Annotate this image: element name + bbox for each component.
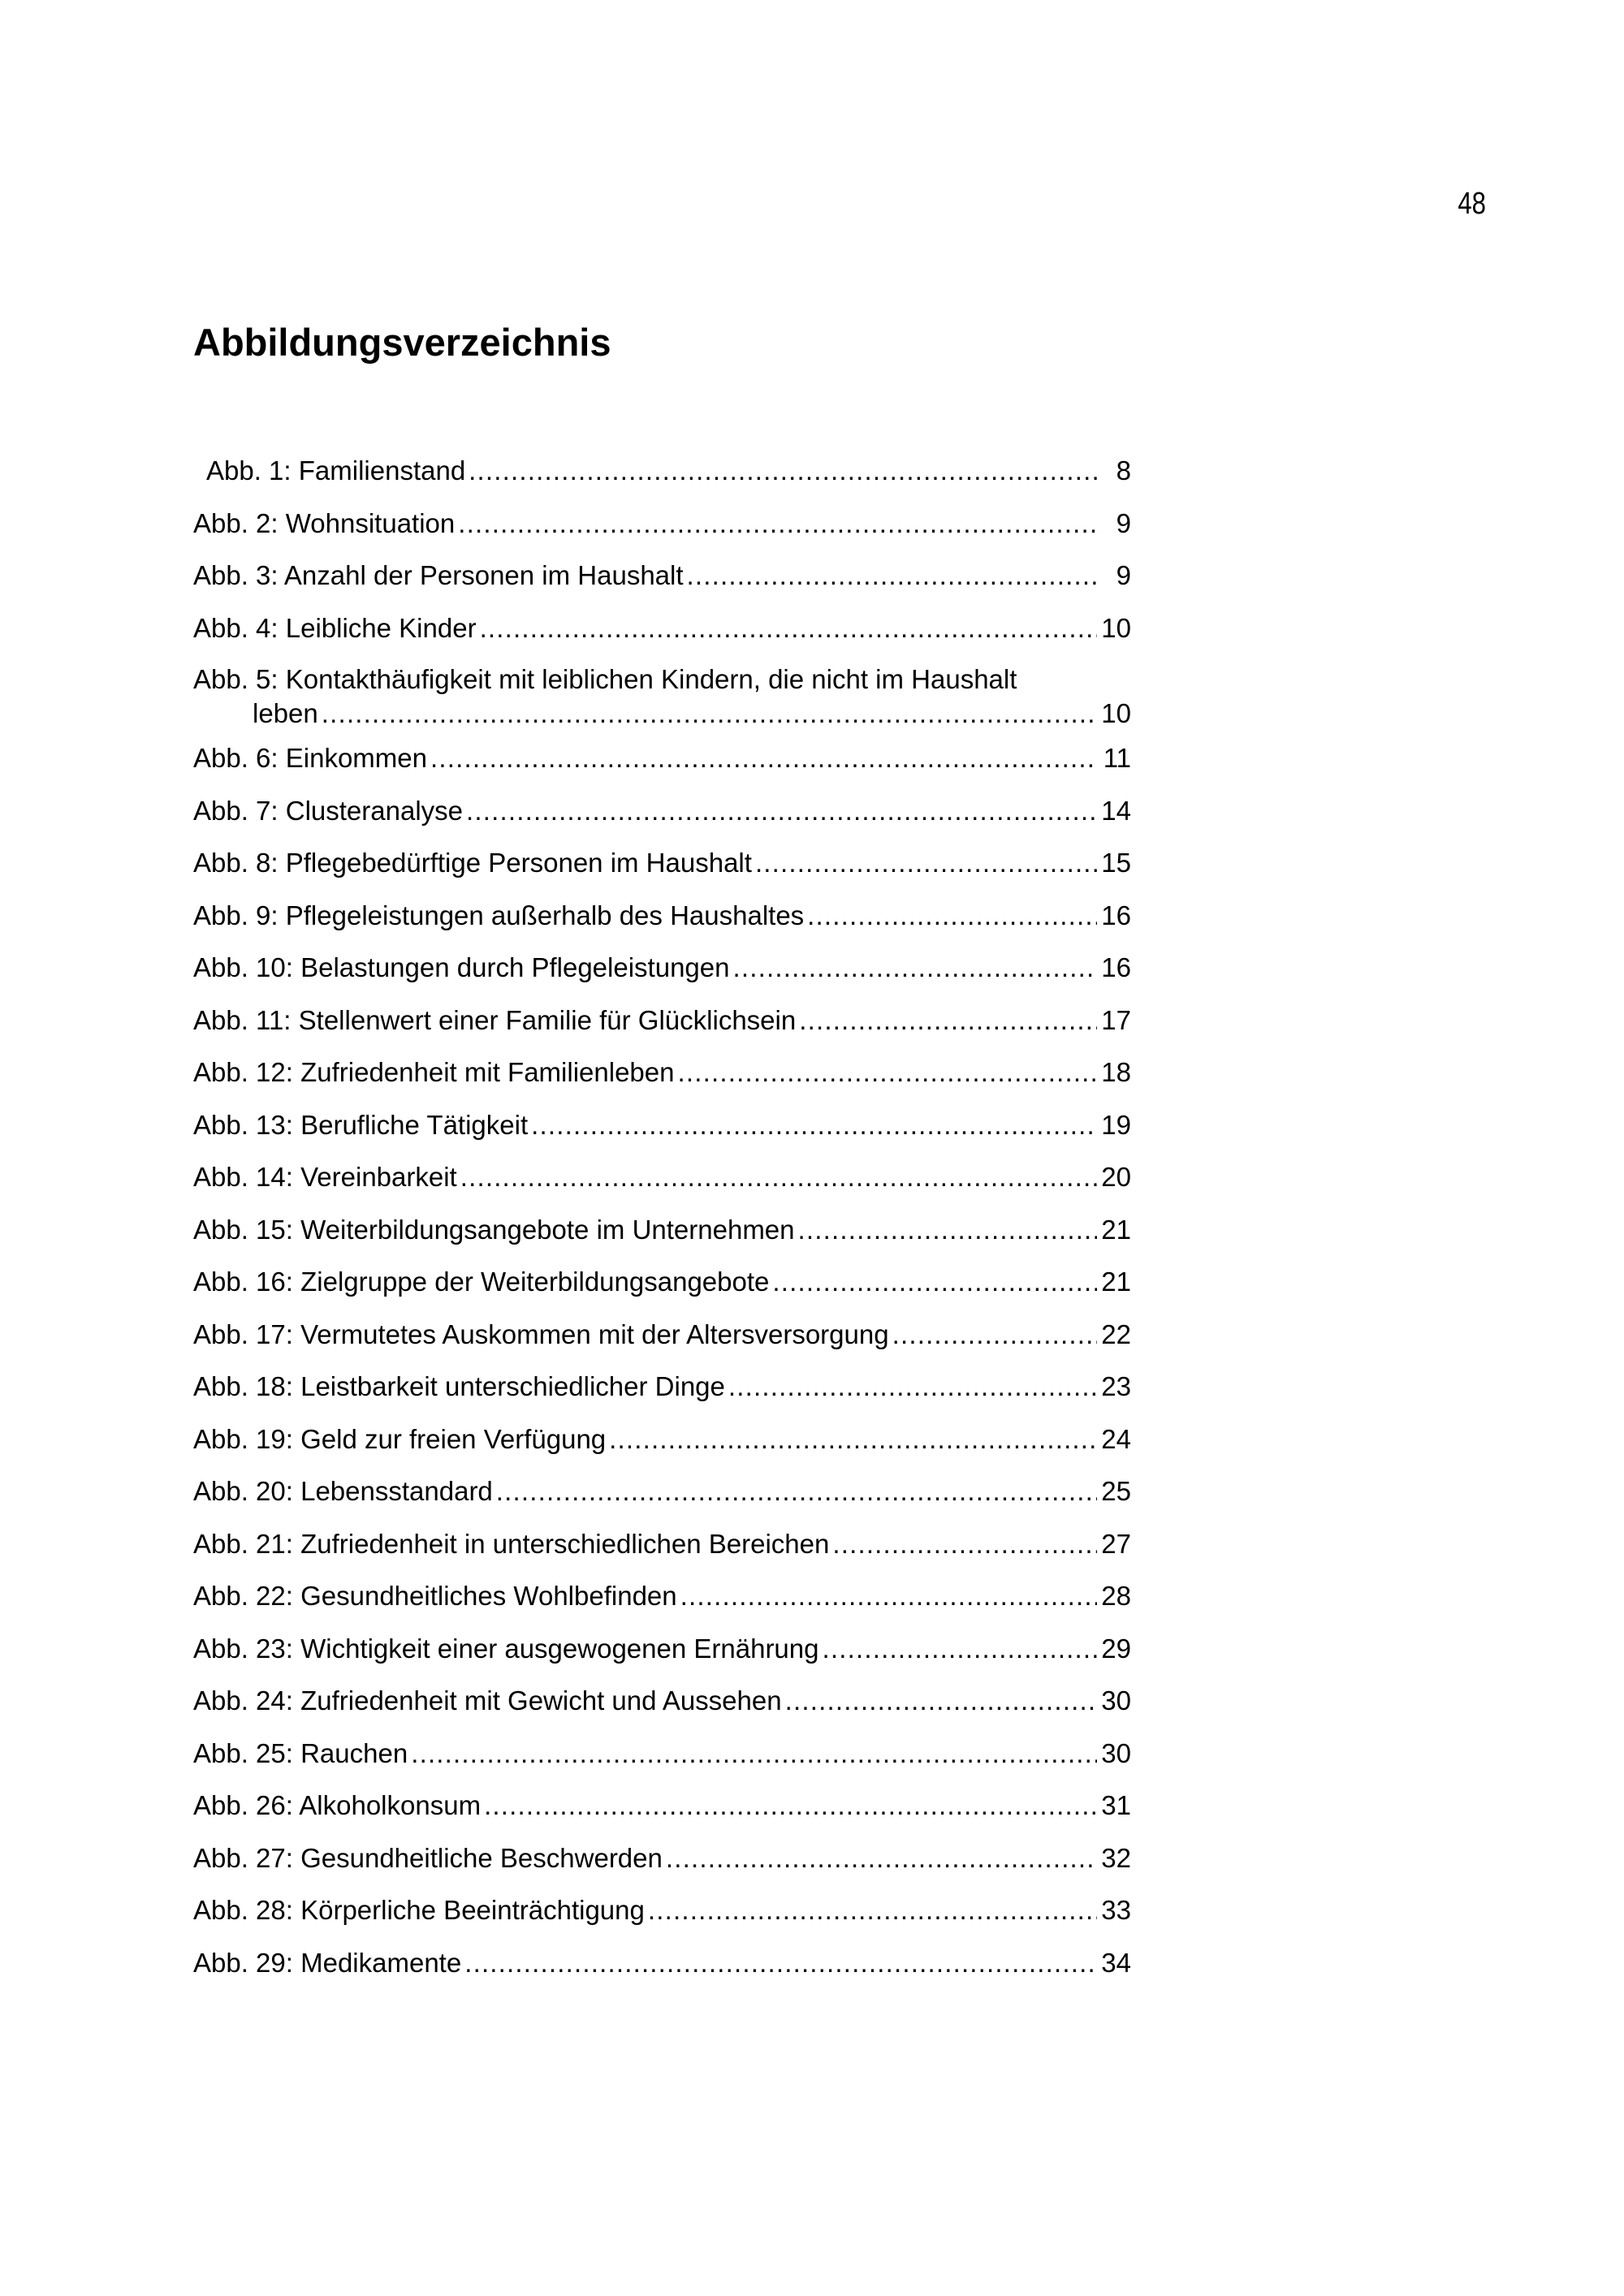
toc-entry-page: 21 [1101, 1267, 1131, 1297]
toc-entry[interactable] [193, 845, 1131, 898]
toc-entry[interactable] [193, 1683, 1131, 1736]
toc-entry-page: 21 [1101, 1214, 1131, 1245]
toc-entry-page: 11 [1103, 743, 1131, 773]
toc-entry-label: Abb. 11: Stellenwert einer Familie für Glücklichsein [193, 1004, 797, 1035]
toc-entry-page: 24 [1101, 1423, 1131, 1454]
dot-leader [798, 1212, 1097, 1248]
dot-leader [728, 1369, 1097, 1405]
dot-leader [531, 1107, 1097, 1143]
dot-leader [832, 1526, 1097, 1562]
toc-entry[interactable] [193, 898, 1131, 951]
toc-entry-label: Abb. 3: Anzahl der Personen im Haushalt [193, 560, 684, 590]
toc-entry-label: Abb. 24: Zufriedenheit mit Gewicht und Aussehen [193, 1685, 782, 1716]
dot-leader [687, 558, 1097, 593]
toc-entry[interactable] [193, 558, 1131, 611]
toc-entry-page: 10 [1101, 698, 1131, 728]
toc-entry[interactable] [193, 1526, 1131, 1579]
dot-leader [322, 697, 1097, 731]
dot-leader [807, 898, 1097, 934]
toc-entry-label: Abb. 12: Zufriedenheit mit Familienleben [193, 1057, 675, 1087]
page-title: Abbildungsverzeichnis [193, 321, 611, 364]
dot-leader [480, 611, 1097, 646]
toc-entry-label: Abb. 19: Geld zur freien Verfügung [193, 1423, 607, 1454]
toc-entry-label: Abb. 8: Pflegebedürftige Personen im Haushalt [193, 848, 752, 878]
dot-leader [411, 1736, 1097, 1772]
toc-entry-label: Abb. 23: Wichtigkeit einer ausgewogenen Ernährung [193, 1633, 819, 1664]
toc-entry[interactable] [193, 1892, 1131, 1945]
toc-entry[interactable] [193, 1474, 1131, 1526]
page-number: 48 [1458, 187, 1486, 221]
toc-entry[interactable] [193, 793, 1131, 846]
toc-entry[interactable] [193, 611, 1131, 663]
dot-leader [678, 1055, 1098, 1090]
toc-entry-label: Abb. 13: Berufliche Tätigkeit [193, 1109, 529, 1140]
toc-entry-label: Abb. 29: Medikamente [193, 1947, 462, 1978]
toc-entry-page: 14 [1101, 795, 1131, 826]
toc-entry-label: Abb. 25: Rauchen [193, 1737, 408, 1768]
dot-leader [458, 506, 1097, 542]
dot-leader [823, 1631, 1098, 1667]
toc-entry[interactable] [193, 1317, 1131, 1370]
toc-entry-label: Abb. 18: Leistbarkeit unterschiedlicher Dinge [193, 1371, 725, 1401]
toc-entry-page: 27 [1101, 1528, 1131, 1559]
toc-entry[interactable] [193, 1212, 1131, 1265]
toc-entry-label-continuation: leben [253, 698, 318, 728]
toc-entry[interactable] [193, 453, 1131, 506]
dot-leader [732, 950, 1097, 986]
toc-entry-label: Abb. 26: Alkoholkonsum [193, 1790, 482, 1820]
toc-entry[interactable] [193, 1736, 1131, 1789]
dot-leader [892, 1317, 1097, 1353]
toc-entry-page: 10 [1101, 612, 1131, 643]
toc-entry-page: 9 [1116, 507, 1131, 538]
toc-entry[interactable] [193, 1369, 1131, 1422]
toc-entry-page: 22 [1101, 1318, 1131, 1349]
dot-leader [460, 1159, 1097, 1195]
toc-entry-label: Abb. 27: Gesundheitliche Beschwerden [193, 1842, 663, 1873]
toc-entry[interactable] [193, 1264, 1131, 1317]
toc-entry-page: 23 [1101, 1371, 1131, 1401]
toc-entry-label: Abb. 2: Wohnsituation [193, 507, 456, 538]
dot-leader [484, 1788, 1097, 1823]
toc-entry-label: Abb. 9: Pflegeleistungen außerhalb des Haushaltes [193, 900, 805, 930]
toc-entry-label: Abb. 4: Leibliche Kinder [193, 612, 477, 643]
toc-entry-page: 15 [1101, 848, 1131, 878]
toc-entry-page: 9 [1116, 560, 1131, 590]
toc-entry-label: Abb. 5: Kontakthäufigkeit mit leiblichen Kindern, die nicht im Haushalt [193, 664, 1017, 694]
toc-entry-page: 32 [1101, 1842, 1131, 1873]
toc-entry[interactable] [193, 506, 1131, 559]
dot-leader [469, 453, 1097, 489]
toc-entry[interactable] [193, 1841, 1131, 1893]
dot-leader [430, 740, 1097, 776]
toc-entry-page: 18 [1101, 1057, 1131, 1087]
toc-entry-label: Abb. 16: Zielgruppe der Weiterbildungsangebote [193, 1267, 770, 1297]
toc-entry-page: 19 [1101, 1109, 1131, 1140]
figure-list [193, 453, 1131, 1997]
toc-entry-label: Abb. 21: Zufriedenheit in unterschiedlichen Bereichen [193, 1528, 830, 1559]
toc-entry-page: 17 [1101, 1004, 1131, 1035]
toc-entry-page: 30 [1101, 1685, 1131, 1716]
toc-entry-label: Abb. 28: Körperliche Beeinträchtigung [193, 1895, 645, 1925]
dot-leader [755, 845, 1097, 881]
toc-entry[interactable] [193, 1107, 1131, 1160]
toc-entry-label: Abb. 7: Clusteranalyse [193, 795, 464, 826]
dot-leader [785, 1683, 1097, 1719]
toc-entry-label: Abb. 20: Lebensstandard [193, 1476, 493, 1506]
toc-entry-page: 28 [1101, 1581, 1131, 1611]
toc-entry-page: 25 [1101, 1476, 1131, 1506]
toc-entry-page: 33 [1101, 1895, 1131, 1925]
toc-entry-label: Abb. 1: Familienstand [206, 455, 466, 486]
toc-entry-page: 8 [1116, 455, 1131, 486]
toc-entry-page: 20 [1101, 1162, 1131, 1192]
toc-entry-label: Abb. 14: Vereinbarkeit [193, 1162, 457, 1192]
toc-entry[interactable] [193, 1788, 1131, 1841]
toc-entry[interactable] [193, 1055, 1131, 1107]
dot-leader [666, 1841, 1097, 1876]
dot-leader [772, 1264, 1097, 1300]
toc-entry-page: 16 [1101, 952, 1131, 982]
toc-entry[interactable] [193, 950, 1131, 1003]
dot-leader [648, 1892, 1097, 1928]
dot-leader [680, 1578, 1097, 1614]
toc-entry-continuation [193, 697, 1131, 731]
toc-entry-label: Abb. 17: Vermutetes Auskommen mit der Altersversorgung [193, 1318, 889, 1349]
toc-entry-page: 34 [1101, 1947, 1131, 1978]
toc-entry-page: 16 [1101, 900, 1131, 930]
toc-entry[interactable] [193, 1578, 1131, 1631]
toc-entry[interactable] [193, 740, 1131, 793]
toc-entry[interactable] [193, 662, 1131, 740]
toc-entry-label: Abb. 6: Einkommen [193, 743, 427, 773]
toc-entry-label: Abb. 22: Gesundheitliches Wohlbefinden [193, 1581, 677, 1611]
dot-leader [799, 1003, 1097, 1038]
dot-leader [464, 1945, 1097, 1981]
dot-leader [609, 1422, 1097, 1457]
toc-entry[interactable] [193, 1003, 1131, 1055]
dot-leader [496, 1474, 1097, 1509]
toc-entry-page: 31 [1101, 1790, 1131, 1820]
toc-entry-page: 30 [1101, 1737, 1131, 1768]
toc-entry-label: Abb. 15: Weiterbildungsangebote im Unternehmen [193, 1214, 795, 1245]
toc-entry[interactable] [193, 1159, 1131, 1212]
toc-entry[interactable] [193, 1422, 1131, 1474]
dot-leader [466, 793, 1097, 829]
toc-entry[interactable] [193, 1631, 1131, 1684]
toc-entry-label: Abb. 10: Belastungen durch Pflegeleistungen [193, 952, 730, 982]
toc-entry-page: 29 [1101, 1633, 1131, 1664]
toc-entry[interactable] [193, 1945, 1131, 1998]
